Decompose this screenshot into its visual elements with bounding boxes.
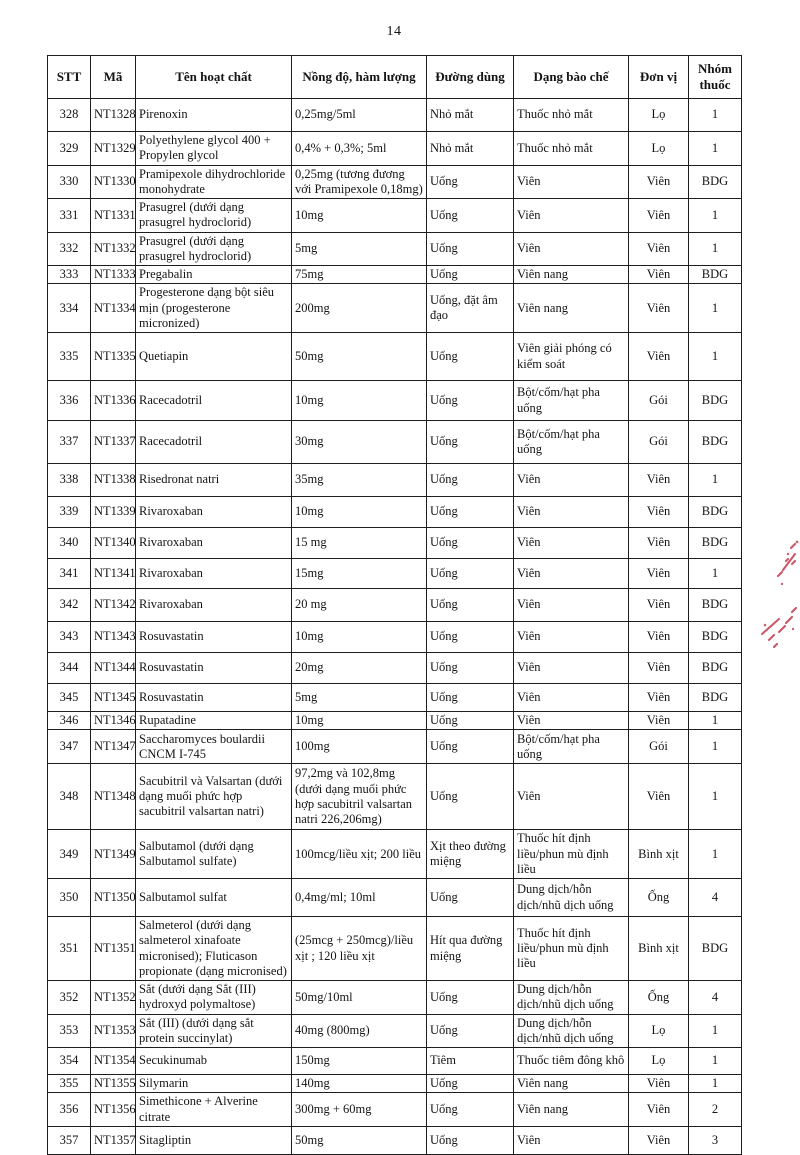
cell-stt: 348 (48, 764, 91, 830)
cell-ten-hoat-chat: Sắt (dưới dạng Sắt (III) hydroxyd polymaltose) (136, 981, 292, 1015)
cell-duong-dung: Uống (427, 1126, 514, 1154)
cell-nhom-thuoc: 1 (689, 1048, 742, 1075)
cell-ma: NT1328 (91, 99, 136, 132)
cell-nong-do-ham-luong: 0,25mg/5ml (292, 99, 427, 132)
cell-ten-hoat-chat: Rupatadine (136, 712, 292, 730)
cell-dang-bao-che: Viên (514, 764, 629, 830)
cell-nong-do-ham-luong: 50mg (292, 1126, 427, 1154)
cell-don-vi: Gói (629, 381, 689, 421)
cell-duong-dung: Uống (427, 381, 514, 421)
table-row (48, 381, 742, 421)
table-row (48, 165, 742, 199)
cell-ma: NT1348 (91, 764, 136, 830)
cell-ma: NT1353 (91, 1014, 136, 1048)
cell-ma: NT1344 (91, 653, 136, 684)
cell-don-vi: Viên (629, 232, 689, 266)
cell-ma: NT1337 (91, 421, 136, 464)
cell-ma: NT1334 (91, 284, 136, 333)
cell-dang-bao-che: Viên (514, 653, 629, 684)
cell-ten-hoat-chat: Rivaroxaban (136, 559, 292, 589)
cell-ma: NT1331 (91, 199, 136, 233)
cell-stt: 334 (48, 284, 91, 333)
cell-stt: 350 (48, 879, 91, 917)
column-header: Đơn vị (629, 56, 689, 99)
cell-don-vi: Viên (629, 712, 689, 730)
cell-duong-dung: Uống (427, 1093, 514, 1127)
cell-duong-dung: Uống (427, 165, 514, 199)
cell-nhom-thuoc: 1 (689, 99, 742, 132)
cell-dang-bao-che: Viên (514, 199, 629, 233)
cell-duong-dung: Uống (427, 764, 514, 830)
cell-dang-bao-che: Viên (514, 232, 629, 266)
cell-don-vi: Bình xịt (629, 830, 689, 879)
cell-ma: NT1349 (91, 830, 136, 879)
table-row (48, 132, 742, 166)
cell-duong-dung: Uống (427, 981, 514, 1015)
cell-ten-hoat-chat: Secukinumab (136, 1048, 292, 1075)
cell-duong-dung: Uống (427, 559, 514, 589)
table-row (48, 497, 742, 528)
cell-ten-hoat-chat: Rivaroxaban (136, 528, 292, 559)
table-row (48, 1048, 742, 1075)
cell-nong-do-ham-luong: 50mg/10ml (292, 981, 427, 1015)
cell-ten-hoat-chat: Polyethylene glycol 400 + Propylen glycol (136, 132, 292, 166)
cell-ma: NT1333 (91, 266, 136, 284)
cell-dang-bao-che: Viên (514, 559, 629, 589)
cell-don-vi: Viên (629, 653, 689, 684)
cell-ten-hoat-chat: Rivaroxaban (136, 497, 292, 528)
cell-nhom-thuoc: BDG (689, 528, 742, 559)
cell-duong-dung: Uống (427, 497, 514, 528)
cell-stt: 338 (48, 464, 91, 497)
cell-nong-do-ham-luong: 5mg (292, 232, 427, 266)
cell-don-vi: Lọ (629, 99, 689, 132)
cell-nhom-thuoc: BDG (689, 421, 742, 464)
cell-ten-hoat-chat: Pirenoxin (136, 99, 292, 132)
cell-nhom-thuoc: BDG (689, 266, 742, 284)
cell-ma: NT1351 (91, 917, 136, 981)
cell-dang-bao-che: Dung dịch/hỗn dịch/nhũ dịch uống (514, 981, 629, 1015)
table-body (48, 99, 742, 1155)
cell-dang-bao-che: Viên (514, 684, 629, 712)
cell-ma: NT1329 (91, 132, 136, 166)
cell-stt: 328 (48, 99, 91, 132)
cell-ma: NT1340 (91, 528, 136, 559)
cell-stt: 345 (48, 684, 91, 712)
cell-nong-do-ham-luong: 20mg (292, 653, 427, 684)
cell-nong-do-ham-luong: 10mg (292, 712, 427, 730)
cell-nhom-thuoc: BDG (689, 653, 742, 684)
cell-nong-do-ham-luong: 10mg (292, 497, 427, 528)
cell-don-vi: Bình xịt (629, 917, 689, 981)
cell-nong-do-ham-luong: 5mg (292, 684, 427, 712)
cell-dang-bao-che: Thuốc nhỏ mắt (514, 132, 629, 166)
cell-ma: NT1341 (91, 559, 136, 589)
cell-ma: NT1345 (91, 684, 136, 712)
cell-dang-bao-che: Viên nang (514, 1093, 629, 1127)
cell-ten-hoat-chat: Pregabalin (136, 266, 292, 284)
cell-nhom-thuoc: 1 (689, 559, 742, 589)
cell-duong-dung: Uống (427, 528, 514, 559)
cell-nong-do-ham-luong: 100mcg/liều xịt; 200 liều (292, 830, 427, 879)
cell-dang-bao-che: Thuốc hít định liều/phun mù định liều (514, 830, 629, 879)
table-row (48, 99, 742, 132)
cell-ma: NT1347 (91, 730, 136, 764)
cell-dang-bao-che: Dung dịch/hỗn dịch/nhũ dịch uống (514, 879, 629, 917)
cell-duong-dung: Uống, đặt âm đạo (427, 284, 514, 333)
cell-duong-dung: Hít qua đường miệng (427, 917, 514, 981)
cell-don-vi: Viên (629, 1075, 689, 1093)
cell-don-vi: Viên (629, 684, 689, 712)
cell-nhom-thuoc: 1 (689, 1014, 742, 1048)
cell-duong-dung: Nhỏ mắt (427, 99, 514, 132)
table-row (48, 879, 742, 917)
cell-duong-dung: Uống (427, 730, 514, 764)
table-row (48, 1075, 742, 1093)
cell-ten-hoat-chat: Prasugrel (dưới dạng prasugrel hydroclorid) (136, 232, 292, 266)
cell-nhom-thuoc: BDG (689, 622, 742, 653)
cell-don-vi: Viên (629, 497, 689, 528)
cell-stt: 342 (48, 589, 91, 622)
cell-dang-bao-che: Thuốc nhỏ mắt (514, 99, 629, 132)
table-row (48, 232, 742, 266)
cell-stt: 341 (48, 559, 91, 589)
column-header: Mã (91, 56, 136, 99)
cell-nhom-thuoc: 3 (689, 1126, 742, 1154)
cell-nong-do-ham-luong: 10mg (292, 199, 427, 233)
cell-duong-dung: Uống (427, 589, 514, 622)
cell-stt: 351 (48, 917, 91, 981)
cell-nhom-thuoc: 2 (689, 1093, 742, 1127)
table-row (48, 684, 742, 712)
page-number: 14 (386, 24, 402, 39)
cell-duong-dung: Uống (427, 266, 514, 284)
cell-don-vi: Viên (629, 1093, 689, 1127)
cell-dang-bao-che: Viên (514, 497, 629, 528)
cell-don-vi: Viên (629, 464, 689, 497)
table-row (48, 559, 742, 589)
cell-duong-dung: Nhỏ mắt (427, 132, 514, 166)
cell-don-vi: Lọ (629, 132, 689, 166)
cell-stt: 346 (48, 712, 91, 730)
header-row (48, 56, 742, 99)
cell-don-vi: Lọ (629, 1048, 689, 1075)
cell-duong-dung: Uống (427, 622, 514, 653)
cell-dang-bao-che: Viên nang (514, 1075, 629, 1093)
cell-ten-hoat-chat: Salbutamol (dưới dạng Salbutamol sulfate) (136, 830, 292, 879)
cell-ten-hoat-chat: Salbutamol sulfat (136, 879, 292, 917)
table-row (48, 528, 742, 559)
cell-don-vi: Viên (629, 559, 689, 589)
cell-ten-hoat-chat: Prasugrel (dưới dạng prasugrel hydroclorid) (136, 199, 292, 233)
cell-nong-do-ham-luong: 15mg (292, 559, 427, 589)
cell-don-vi: Viên (629, 284, 689, 333)
cell-nhom-thuoc: BDG (689, 381, 742, 421)
table-row (48, 764, 742, 830)
cell-don-vi: Viên (629, 1126, 689, 1154)
cell-duong-dung: Uống (427, 653, 514, 684)
cell-stt: 355 (48, 1075, 91, 1093)
cell-duong-dung: Uống (427, 333, 514, 381)
cell-nong-do-ham-luong: 50mg (292, 333, 427, 381)
cell-ma: NT1357 (91, 1126, 136, 1154)
cell-stt: 354 (48, 1048, 91, 1075)
cell-nhom-thuoc: 1 (689, 730, 742, 764)
cell-nong-do-ham-luong: 10mg (292, 622, 427, 653)
cell-duong-dung: Xịt theo đường miệng (427, 830, 514, 879)
cell-dang-bao-che: Dung dịch/hỗn dịch/nhũ dịch uống (514, 1014, 629, 1048)
column-header: Dạng bào chế (514, 56, 629, 99)
cell-stt: 340 (48, 528, 91, 559)
cell-ma: NT1355 (91, 1075, 136, 1093)
cell-ten-hoat-chat: Quetiapin (136, 333, 292, 381)
cell-ma: NT1343 (91, 622, 136, 653)
cell-ma: NT1356 (91, 1093, 136, 1127)
cell-dang-bao-che: Bột/cốm/hạt pha uống (514, 730, 629, 764)
cell-dang-bao-che: Viên nang (514, 284, 629, 333)
cell-nong-do-ham-luong: 40mg (800mg) (292, 1014, 427, 1048)
table-row (48, 284, 742, 333)
cell-ma: NT1332 (91, 232, 136, 266)
cell-stt: 331 (48, 199, 91, 233)
cell-nhom-thuoc: BDG (689, 497, 742, 528)
cell-don-vi: Lọ (629, 1014, 689, 1048)
table-row (48, 653, 742, 684)
cell-dang-bao-che: Viên (514, 712, 629, 730)
cell-don-vi: Viên (629, 764, 689, 830)
cell-nhom-thuoc: 1 (689, 132, 742, 166)
cell-nong-do-ham-luong: 75mg (292, 266, 427, 284)
cell-dang-bao-che: Thuốc tiêm đông khô (514, 1048, 629, 1075)
table-row (48, 981, 742, 1015)
column-header: STT (48, 56, 91, 99)
cell-nhom-thuoc: 1 (689, 284, 742, 333)
cell-stt: 332 (48, 232, 91, 266)
cell-duong-dung: Uống (427, 1075, 514, 1093)
table-header (48, 56, 742, 99)
cell-nong-do-ham-luong: (25mcg + 250mcg)/liều xịt ; 120 liều xịt (292, 917, 427, 981)
cell-dang-bao-che: Viên giải phóng có kiểm soát (514, 333, 629, 381)
cell-dang-bao-che: Bột/cốm/hạt pha uống (514, 421, 629, 464)
cell-nong-do-ham-luong: 100mg (292, 730, 427, 764)
cell-duong-dung: Uống (427, 712, 514, 730)
cell-ten-hoat-chat: Sacubitril và Valsartan (dưới dạng muối phức hợp sacubitril valsartan natri) (136, 764, 292, 830)
cell-ma: NT1350 (91, 879, 136, 917)
cell-ten-hoat-chat: Risedronat natri (136, 464, 292, 497)
cell-dang-bao-che: Bột/cốm/hạt pha uống (514, 381, 629, 421)
cell-ma: NT1352 (91, 981, 136, 1015)
cell-ma: NT1335 (91, 333, 136, 381)
cell-ma: NT1336 (91, 381, 136, 421)
cell-dang-bao-che: Viên nang (514, 266, 629, 284)
cell-ten-hoat-chat: Racecadotril (136, 381, 292, 421)
table-row (48, 589, 742, 622)
cell-dang-bao-che: Viên (514, 165, 629, 199)
table-row (48, 830, 742, 879)
cell-nong-do-ham-luong: 30mg (292, 421, 427, 464)
cell-don-vi: Gói (629, 730, 689, 764)
drug-list-table (47, 55, 742, 1155)
cell-duong-dung: Uống (427, 879, 514, 917)
cell-stt: 344 (48, 653, 91, 684)
cell-ten-hoat-chat: Silymarin (136, 1075, 292, 1093)
cell-stt: 330 (48, 165, 91, 199)
cell-nong-do-ham-luong: 200mg (292, 284, 427, 333)
cell-ten-hoat-chat: Simethicone + Alverine citrate (136, 1093, 292, 1127)
column-header: Nồng độ, hàm lượng (292, 56, 427, 99)
cell-don-vi: Viên (629, 528, 689, 559)
cell-ten-hoat-chat: Saccharomyces boulardii CNCM I-745 (136, 730, 292, 764)
cell-don-vi: Viên (629, 199, 689, 233)
cell-stt: 357 (48, 1126, 91, 1154)
cell-stt: 343 (48, 622, 91, 653)
cell-ma: NT1339 (91, 497, 136, 528)
handwritten-red-pen-mark (748, 530, 800, 662)
cell-duong-dung: Uống (427, 684, 514, 712)
cell-duong-dung: Tiêm (427, 1048, 514, 1075)
cell-nhom-thuoc: 1 (689, 232, 742, 266)
cell-don-vi: Gói (629, 421, 689, 464)
cell-ten-hoat-chat: Rivaroxaban (136, 589, 292, 622)
cell-nong-do-ham-luong: 140mg (292, 1075, 427, 1093)
cell-nong-do-ham-luong: 97,2mg và 102,8mg (dưới dạng muối phức hợp sacubitril valsartan natri 226,206mg) (292, 764, 427, 830)
cell-nong-do-ham-luong: 150mg (292, 1048, 427, 1075)
cell-ten-hoat-chat: Rosuvastatin (136, 684, 292, 712)
cell-nong-do-ham-luong: 10mg (292, 381, 427, 421)
table-row (48, 266, 742, 284)
cell-ma: NT1330 (91, 165, 136, 199)
table-row (48, 464, 742, 497)
cell-dang-bao-che: Viên (514, 589, 629, 622)
cell-duong-dung: Uống (427, 421, 514, 464)
table-row (48, 730, 742, 764)
cell-nong-do-ham-luong: 0,4mg/ml; 10ml (292, 879, 427, 917)
cell-nhom-thuoc: BDG (689, 917, 742, 981)
cell-nong-do-ham-luong: 300mg + 60mg (292, 1093, 427, 1127)
cell-duong-dung: Uống (427, 464, 514, 497)
cell-stt: 349 (48, 830, 91, 879)
cell-nong-do-ham-luong: 15 mg (292, 528, 427, 559)
cell-don-vi: Viên (629, 589, 689, 622)
cell-stt: 339 (48, 497, 91, 528)
cell-stt: 333 (48, 266, 91, 284)
cell-don-vi: Ống (629, 981, 689, 1015)
cell-don-vi: Viên (629, 165, 689, 199)
cell-nong-do-ham-luong: 0,25mg (tương đương với Pramipexole 0,18mg) (292, 165, 427, 199)
cell-stt: 353 (48, 1014, 91, 1048)
cell-nhom-thuoc: BDG (689, 589, 742, 622)
cell-dang-bao-che: Viên (514, 1126, 629, 1154)
cell-nhom-thuoc: 1 (689, 199, 742, 233)
table-row (48, 421, 742, 464)
cell-duong-dung: Uống (427, 232, 514, 266)
cell-don-vi: Viên (629, 622, 689, 653)
cell-nhom-thuoc: BDG (689, 684, 742, 712)
cell-ma: NT1338 (91, 464, 136, 497)
cell-nhom-thuoc: 4 (689, 981, 742, 1015)
cell-ten-hoat-chat: Pramipexole dihydrochloride monohydrate (136, 165, 292, 199)
column-header: Tên hoạt chất (136, 56, 292, 99)
cell-stt: 347 (48, 730, 91, 764)
cell-ma: NT1354 (91, 1048, 136, 1075)
cell-nhom-thuoc: 1 (689, 712, 742, 730)
table-row (48, 1014, 742, 1048)
cell-nong-do-ham-luong: 20 mg (292, 589, 427, 622)
cell-stt: 335 (48, 333, 91, 381)
column-header: Đường dùng (427, 56, 514, 99)
cell-nhom-thuoc: 1 (689, 764, 742, 830)
cell-dang-bao-che: Viên (514, 528, 629, 559)
cell-dang-bao-che: Thuốc hít định liều/phun mù định liều (514, 917, 629, 981)
cell-dang-bao-che: Viên (514, 464, 629, 497)
cell-duong-dung: Uống (427, 1014, 514, 1048)
cell-stt: 329 (48, 132, 91, 166)
cell-ten-hoat-chat: Sắt (III) (dưới dạng sắt protein succinylat) (136, 1014, 292, 1048)
cell-ten-hoat-chat: Racecadotril (136, 421, 292, 464)
cell-nhom-thuoc: 1 (689, 1075, 742, 1093)
cell-stt: 336 (48, 381, 91, 421)
cell-ma: NT1346 (91, 712, 136, 730)
table-row (48, 199, 742, 233)
cell-stt: 356 (48, 1093, 91, 1127)
cell-ten-hoat-chat: Sitagliptin (136, 1126, 292, 1154)
cell-don-vi: Viên (629, 266, 689, 284)
cell-nhom-thuoc: BDG (689, 165, 742, 199)
table-row (48, 917, 742, 981)
table-row (48, 622, 742, 653)
cell-don-vi: Viên (629, 333, 689, 381)
cell-nong-do-ham-luong: 35mg (292, 464, 427, 497)
column-header: Nhóm thuốc (689, 56, 742, 99)
cell-nhom-thuoc: 1 (689, 830, 742, 879)
cell-ten-hoat-chat: Salmeterol (dưới dạng salmeterol xinafoate micronised); Fluticason propionate (dạng micronised) (136, 917, 292, 981)
cell-nhom-thuoc: 1 (689, 333, 742, 381)
cell-nhom-thuoc: 1 (689, 464, 742, 497)
cell-ma: NT1342 (91, 589, 136, 622)
table-row (48, 1126, 742, 1154)
cell-ten-hoat-chat: Rosuvastatin (136, 653, 292, 684)
cell-stt: 352 (48, 981, 91, 1015)
cell-nhom-thuoc: 4 (689, 879, 742, 917)
table-row (48, 1093, 742, 1127)
cell-ten-hoat-chat: Progesterone dạng bột siêu mịn (progesterone micronized) (136, 284, 292, 333)
cell-stt: 337 (48, 421, 91, 464)
table-row (48, 712, 742, 730)
table-row (48, 333, 742, 381)
cell-duong-dung: Uống (427, 199, 514, 233)
cell-nong-do-ham-luong: 0,4% + 0,3%; 5ml (292, 132, 427, 166)
cell-dang-bao-che: Viên (514, 622, 629, 653)
cell-ten-hoat-chat: Rosuvastatin (136, 622, 292, 653)
cell-don-vi: Ống (629, 879, 689, 917)
